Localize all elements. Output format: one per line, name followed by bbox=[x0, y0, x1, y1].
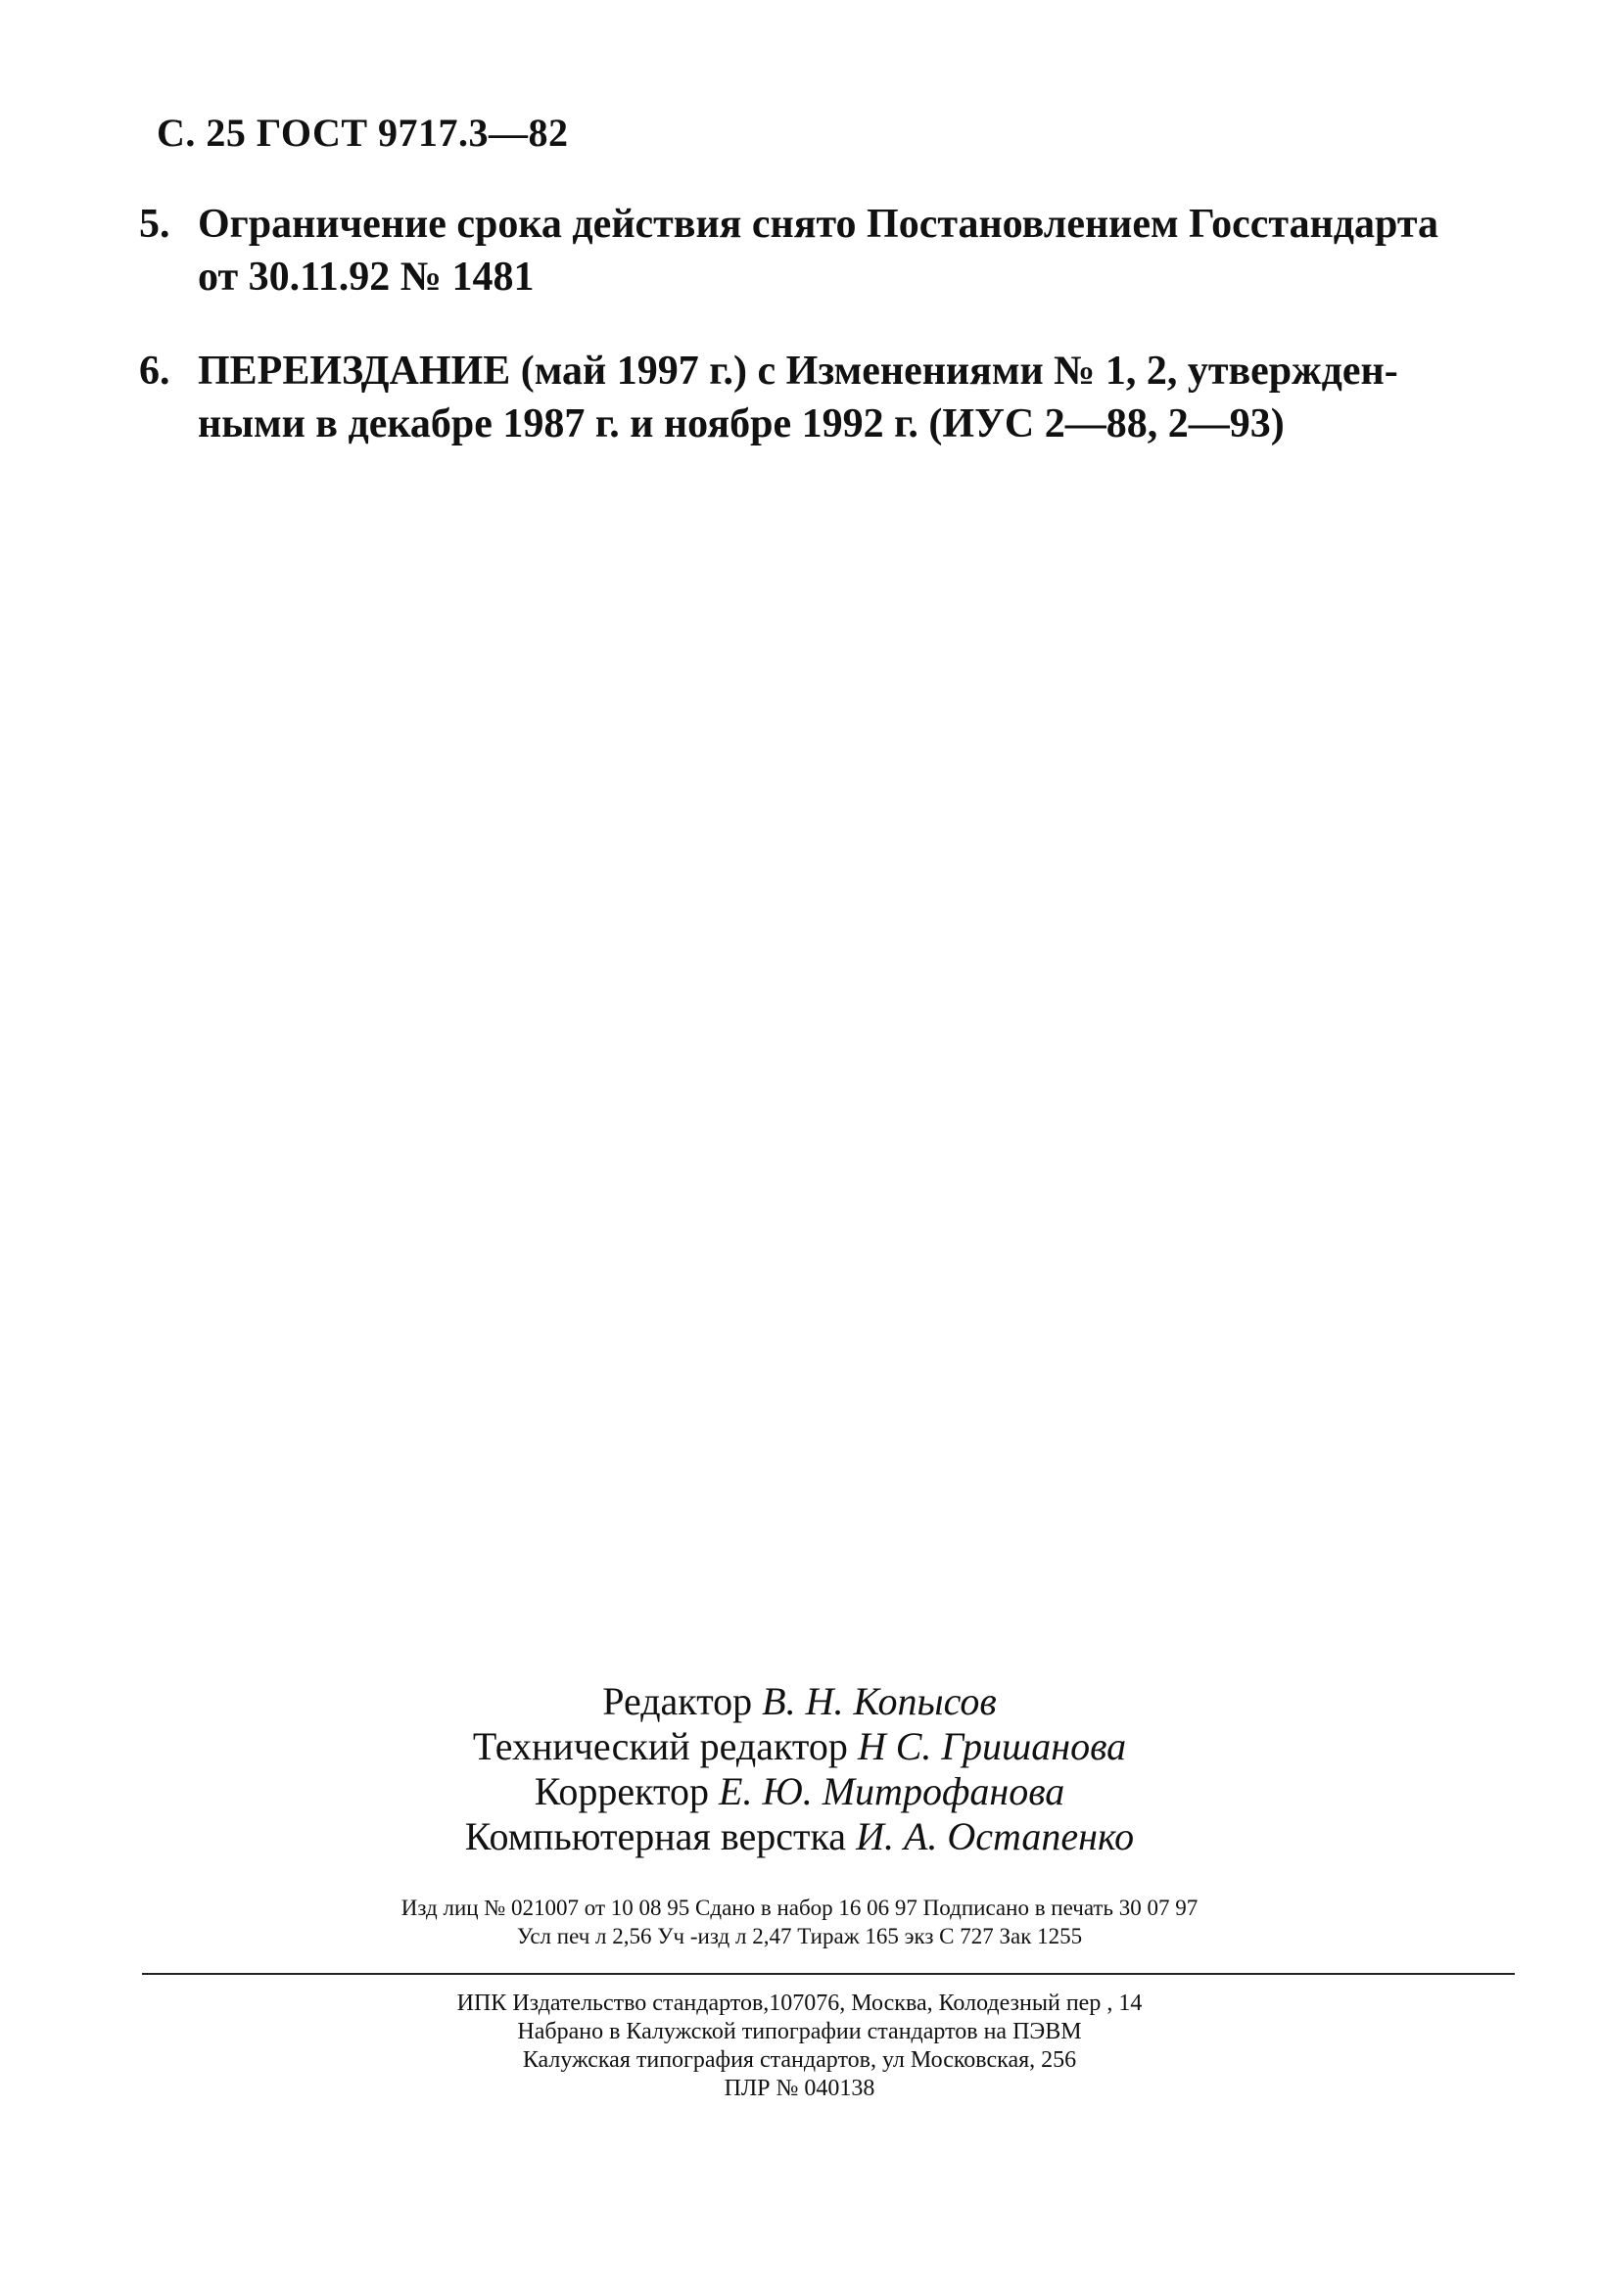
credit-role: Редактор bbox=[602, 1679, 753, 1723]
print-info-line: Усл печ л 2,56 Уч -изд л 2,47 Тираж 165 экз С 727 Зак 1255 bbox=[516, 1924, 1083, 1948]
credit-role: Корректор bbox=[534, 1769, 710, 1813]
page-header: С. 25 ГОСТ 9717.3—82 bbox=[157, 111, 569, 155]
credit-name: В. Н. Копысов bbox=[762, 1679, 997, 1723]
credit-row-editor bbox=[0, 1679, 1599, 1724]
imprint-block bbox=[0, 1990, 1599, 2103]
note-item-5 bbox=[139, 198, 1529, 304]
print-info-line: Изд лиц № 021007 от 10 08 95 Сдано в набор 16 06 97 Подписано в печать 30 07 97 bbox=[400, 1896, 1199, 1920]
credit-role: Компьютерная верстка bbox=[464, 1814, 847, 1858]
credit-row-proofreader bbox=[0, 1769, 1599, 1814]
credit-row-tech-editor bbox=[0, 1724, 1599, 1769]
note-line: Ограничение срока действия снято Постановлением Госстандарта bbox=[198, 202, 1438, 247]
note-text bbox=[139, 345, 1529, 450]
credit-role: Технический редактор bbox=[472, 1724, 848, 1768]
note-number: 5. bbox=[139, 202, 170, 247]
imprint-line: ПЛР № 040138 bbox=[724, 2076, 875, 2101]
imprint-line: ИПК Издательство стандартов,107076, Москва, Колодезный пер , 14 bbox=[456, 1991, 1143, 2016]
credit-name: Н С. Гришанова bbox=[857, 1724, 1127, 1768]
print-info bbox=[0, 1894, 1599, 1950]
note-text bbox=[139, 198, 1529, 304]
imprint-line: Набрано в Калужской типографии стандартов на ПЭВМ bbox=[517, 2019, 1082, 2044]
divider bbox=[142, 1973, 1515, 1975]
note-line: ными в декабре 1987 г. и ноябре 1992 г. (ИУС 2—88, 2—93) bbox=[198, 401, 1285, 446]
note-item-6 bbox=[139, 345, 1529, 450]
note-number: 6. bbox=[139, 349, 170, 394]
credit-name: Е. Ю. Митрофанова bbox=[719, 1769, 1065, 1813]
note-line: ПЕРЕИЗДАНИЕ (май 1997 г.) с Изменениями № 1, 2, утвержден- bbox=[198, 349, 1398, 394]
note-line: от 30.11.92 № 1481 bbox=[198, 255, 535, 300]
credit-row-layout bbox=[0, 1814, 1599, 1859]
credit-name: И. А. Остапенко bbox=[856, 1814, 1135, 1858]
imprint-line: Калужская типография стандартов, ул Московская, 256 bbox=[522, 2047, 1077, 2073]
credits-block bbox=[0, 1679, 1599, 1859]
